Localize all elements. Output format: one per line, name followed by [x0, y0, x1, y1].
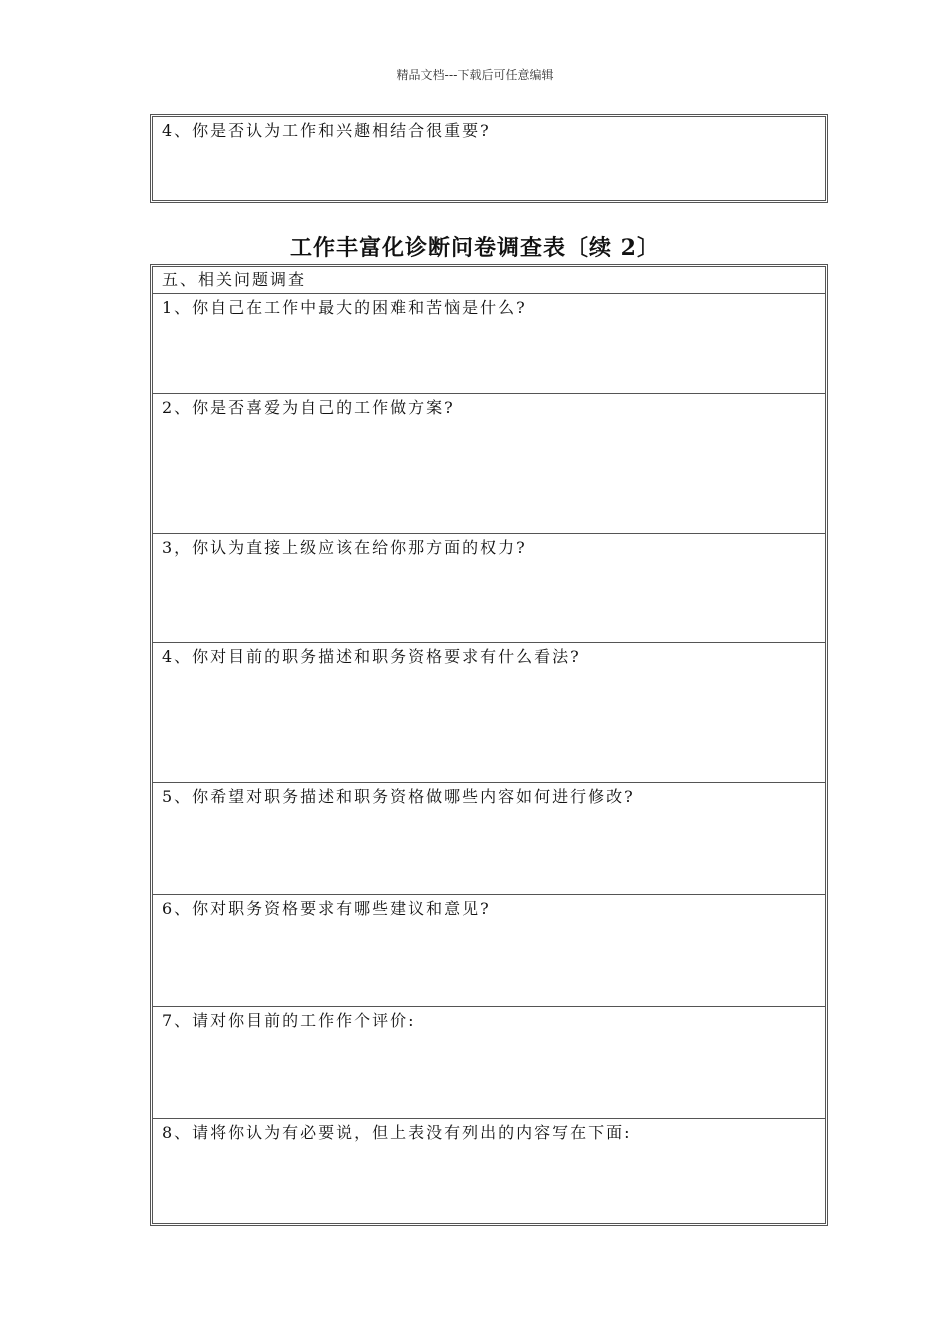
question-row: 4、你对目前的职务描述和职务资格要求有什么看法?: [153, 643, 825, 783]
question-row: 2、你是否喜爱为自己的工作做方案?: [153, 394, 825, 534]
form-title: 工作丰富化诊断问卷调查表〔续 2〕: [290, 235, 660, 261]
question-row: 7、请对你目前的工作作个评价:: [153, 1007, 825, 1119]
question-row: 1、你自己在工作中最大的困难和苦恼是什么?: [153, 294, 825, 394]
question-row: 6、你对职务资格要求有哪些建议和意见?: [153, 895, 825, 1007]
page-header: 精品文档---下载后可任意编辑: [396, 68, 554, 82]
question-row: 3，你认为直接上级应该在给你那方面的权力?: [153, 534, 825, 643]
question-row: 8、请将你认为有必要说，但上表没有列出的内容写在下面:: [162, 1123, 632, 1142]
question-row: 4、你是否认为工作和兴趣相结合很重要?: [162, 121, 491, 140]
top-question-table: [150, 114, 828, 203]
section-heading: 五、相关问题调查: [153, 267, 825, 294]
question-row: 5、你希望对职务描述和职务资格做哪些内容如何进行修改?: [153, 783, 825, 895]
survey-table: [150, 264, 828, 1226]
